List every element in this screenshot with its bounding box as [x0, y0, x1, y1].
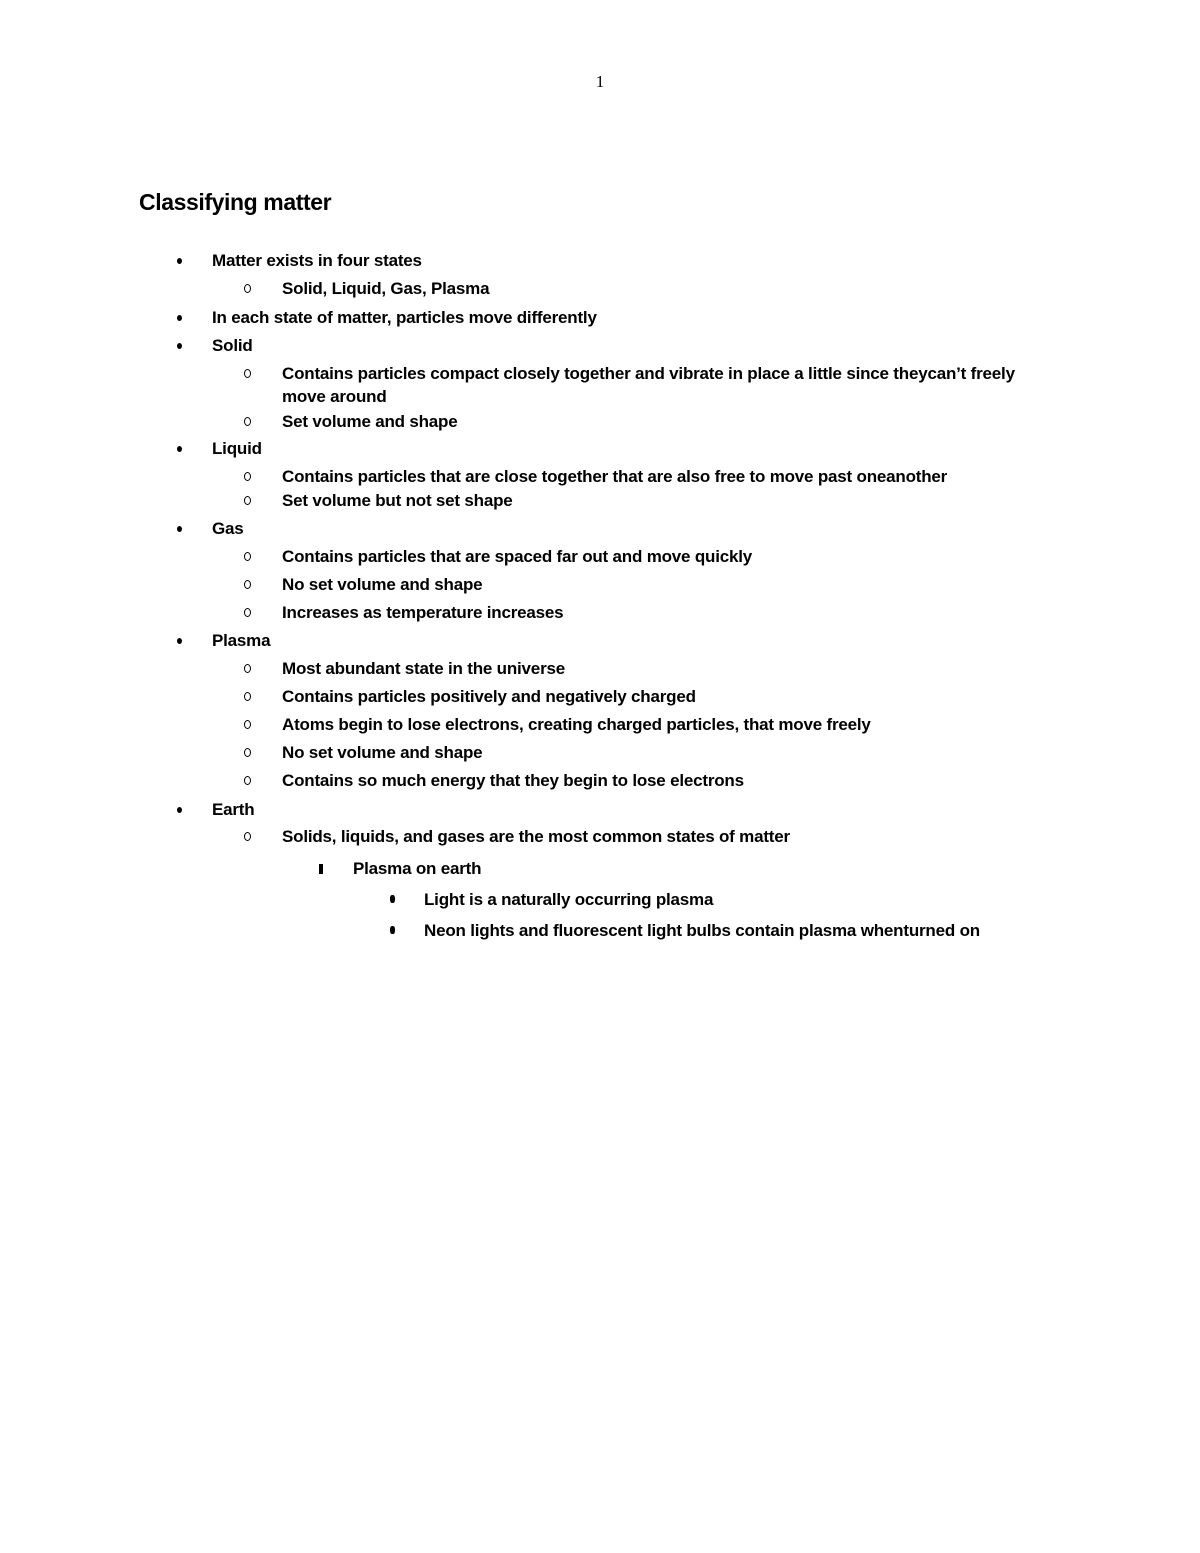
- list-item: Increases as temperature increases: [282, 603, 564, 622]
- circle-bullet-icon: [244, 417, 251, 426]
- circle-bullet-icon: [244, 664, 251, 673]
- circle-bullet-icon: [244, 496, 251, 505]
- document-title: Classifying matter: [139, 189, 332, 215]
- disc-bullet-icon: [177, 526, 182, 532]
- disc-bullet-icon: [177, 446, 182, 452]
- list-item: Solid: [212, 336, 253, 355]
- list-item: No set volume and shape: [282, 743, 483, 762]
- list-item: Contains particles positively and negatively charged: [282, 687, 696, 706]
- list-item: Contains particles that are spaced far out and move quickly: [282, 547, 753, 566]
- circle-bullet-icon: [244, 776, 251, 785]
- list-item: Contains particles that are close together that are also free to move past oneanother: [282, 467, 948, 486]
- square-bullet-icon: [319, 864, 323, 874]
- disc-bullet-icon: [177, 807, 182, 813]
- circle-bullet-icon: [244, 748, 251, 757]
- circle-bullet-icon: [244, 720, 251, 729]
- list-item: Atoms begin to lose electrons, creating charged particles, that move freely: [282, 715, 871, 734]
- list-item: Set volume and shape: [282, 412, 458, 431]
- page-number: 1: [595, 72, 605, 91]
- list-item: Liquid: [212, 439, 262, 458]
- list-item: Plasma on earth: [353, 859, 482, 878]
- list-item: Solid, Liquid, Gas, Plasma: [282, 279, 490, 298]
- list-item: Set volume but not set shape: [282, 491, 513, 510]
- list-item: Matter exists in four states: [212, 251, 422, 270]
- list-item: In each state of matter, particles move differently: [212, 308, 597, 327]
- small-bullet-icon: [390, 895, 395, 903]
- list-item: Most abundant state in the universe: [282, 659, 565, 678]
- disc-bullet-icon: [177, 638, 182, 644]
- list-item: Neon lights and fluorescent light bulbs contain plasma whenturned on: [424, 921, 980, 940]
- small-bullet-icon: [390, 926, 395, 934]
- list-item: No set volume and shape: [282, 575, 483, 594]
- list-item: Earth: [212, 800, 255, 819]
- disc-bullet-icon: [177, 258, 182, 264]
- circle-bullet-icon: [244, 284, 251, 293]
- list-item: Light is a naturally occurring plasma: [424, 890, 714, 909]
- circle-bullet-icon: [244, 692, 251, 701]
- circle-bullet-icon: [244, 608, 251, 617]
- list-item: Solids, liquids, and gases are the most common states of matter: [282, 827, 790, 846]
- list-item: Plasma: [212, 631, 271, 650]
- circle-bullet-icon: [244, 552, 251, 561]
- list-item: Contains so much energy that they begin to lose electrons: [282, 771, 744, 790]
- list-item: Contains particles compact closely together and vibrate in place a little since theycan’t freely move around: [282, 364, 1015, 406]
- circle-bullet-icon: [244, 369, 251, 378]
- circle-bullet-icon: [244, 472, 251, 481]
- disc-bullet-icon: [177, 315, 182, 321]
- disc-bullet-icon: [177, 343, 182, 349]
- circle-bullet-icon: [244, 832, 251, 841]
- list-item: Gas: [212, 519, 244, 538]
- circle-bullet-icon: [244, 580, 251, 589]
